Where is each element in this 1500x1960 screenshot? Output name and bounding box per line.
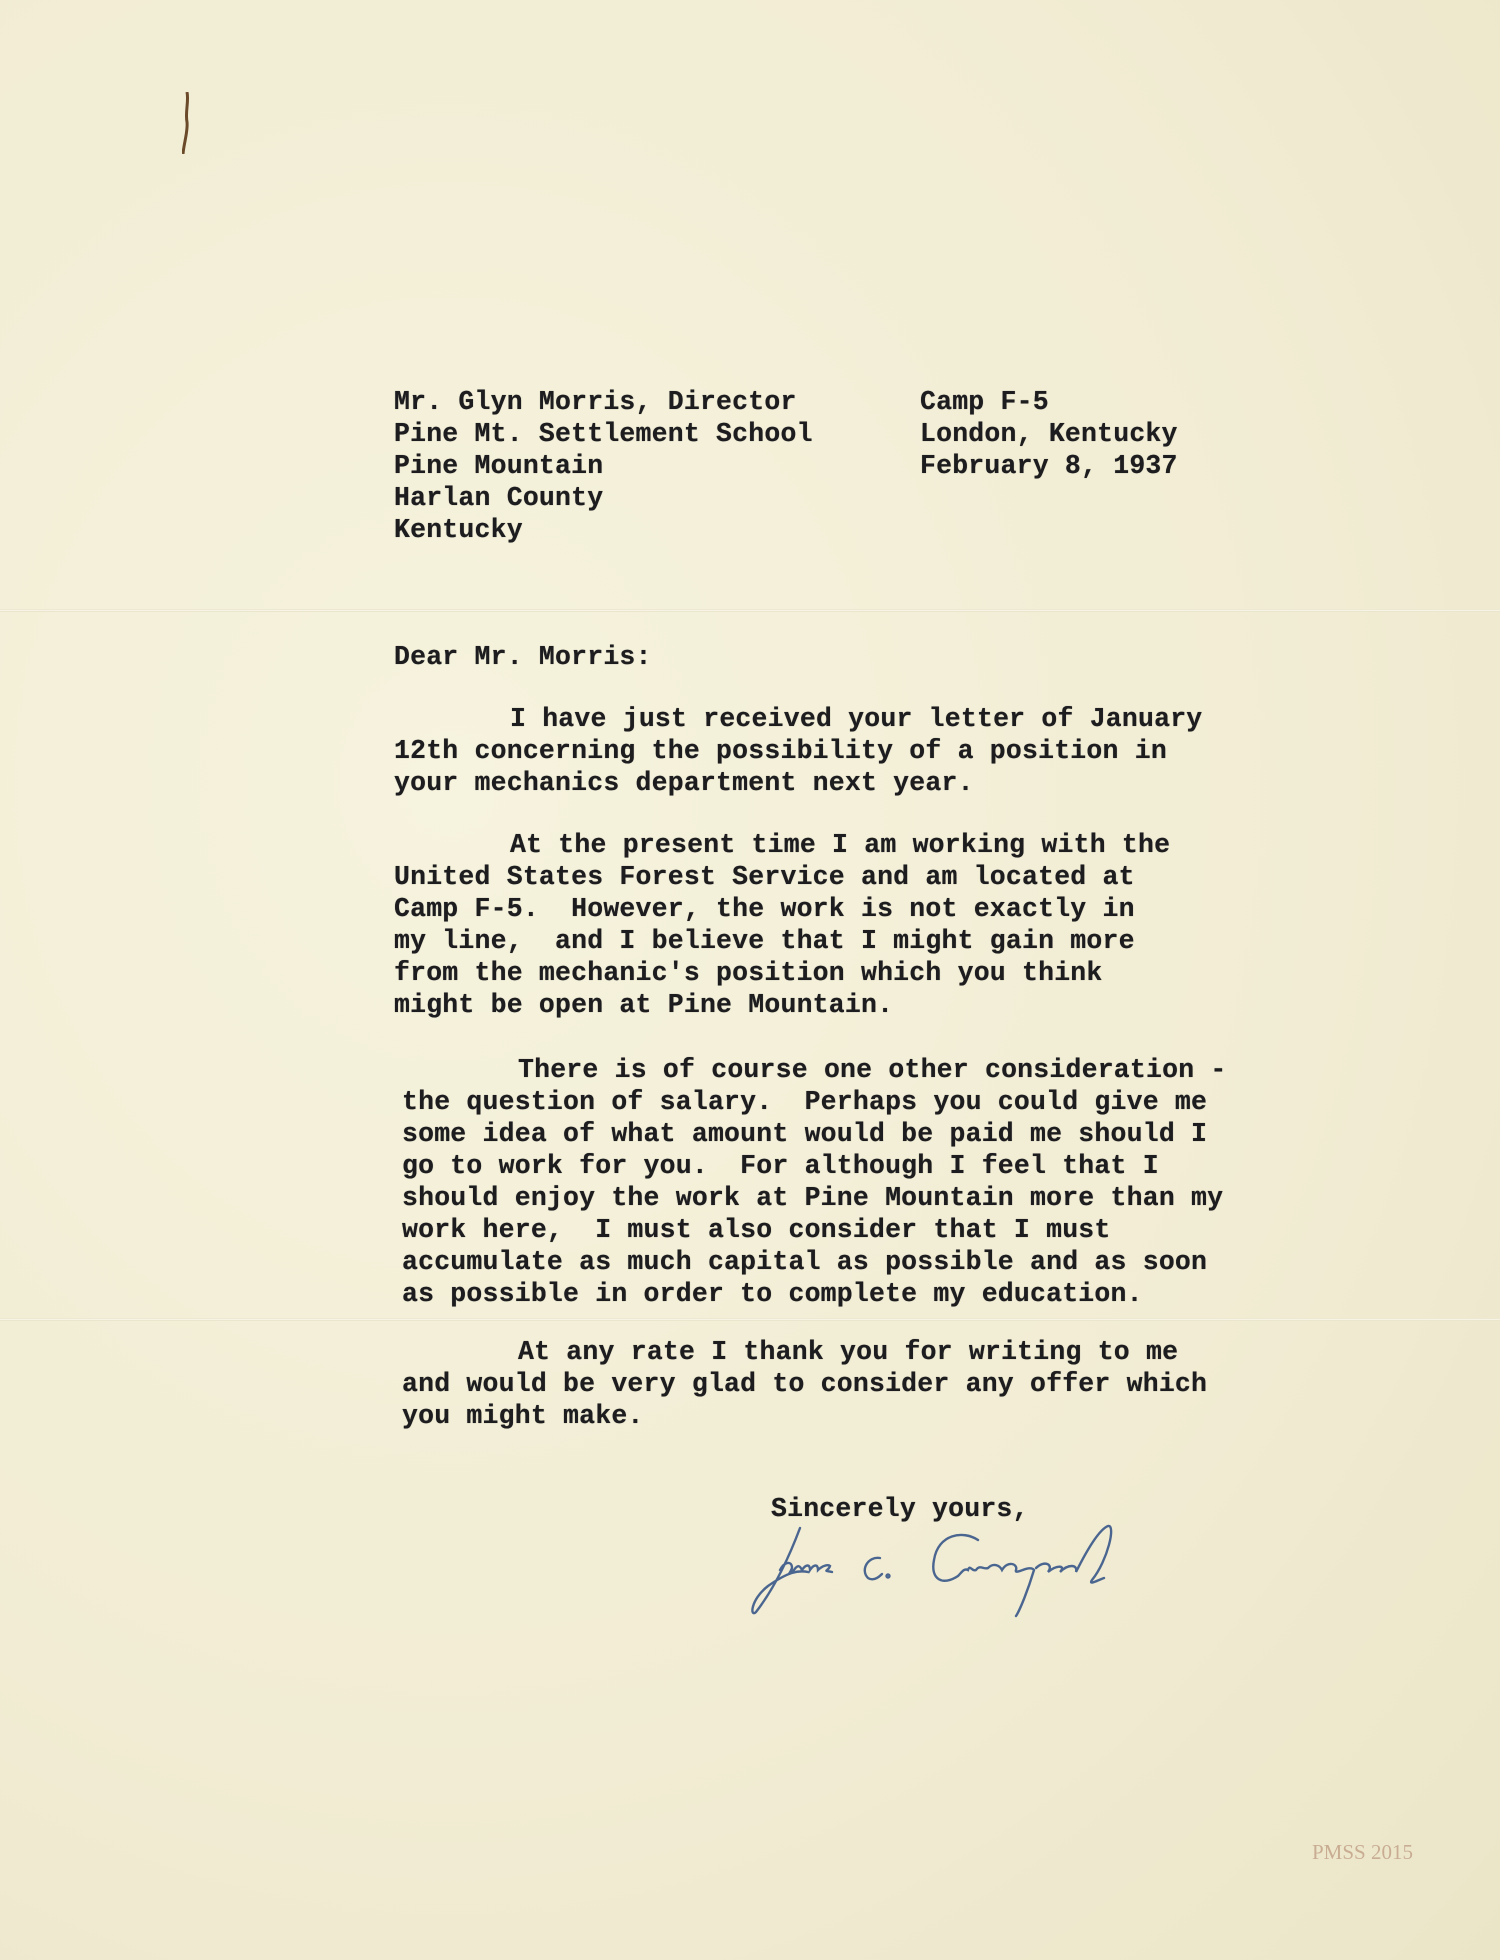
body-line: Camp F-5. However, the work is not exactly in	[394, 894, 1135, 924]
body-line: 12th concerning the possibility of a position in	[394, 736, 1167, 766]
sender-line: London, Kentucky	[920, 419, 1178, 449]
address-line: Pine Mountain	[394, 451, 604, 481]
body-line: go to work for you. For although I feel that I	[402, 1151, 1159, 1181]
archive-watermark: PMSS 2015	[1312, 1840, 1413, 1864]
body-line: should enjoy the work at Pine Mountain more than my	[402, 1183, 1224, 1213]
paragraph-3	[402, 1054, 1227, 1310]
address-line: Kentucky	[394, 515, 523, 545]
body-line: At any rate I thank you for writing to me	[518, 1337, 1179, 1367]
ink-stain	[182, 92, 190, 154]
body-line: some idea of what amount would be paid me should I	[402, 1119, 1208, 1149]
recipient-address	[394, 386, 813, 546]
body-line: There is of course one other consideration -	[518, 1055, 1227, 1085]
body-line: might be open at Pine Mountain.	[394, 990, 894, 1020]
fold-line-bottom	[0, 1318, 1500, 1321]
salutation: Dear Mr. Morris:	[394, 642, 652, 672]
body-line: accumulate as much capital as possible and as soon	[402, 1247, 1208, 1277]
body-line: the question of salary. Perhaps you could give me	[402, 1087, 1208, 1117]
body-line: At the present time I am working with the	[510, 830, 1171, 860]
body-line: from the mechanic's position which you think	[394, 958, 1103, 988]
closing: Sincerely yours,	[771, 1494, 1029, 1524]
date-line: February 8, 1937	[920, 451, 1178, 481]
body-line: work here, I must also consider that I must	[402, 1215, 1111, 1245]
body-line: United States Forest Service and am located at	[394, 862, 1135, 892]
paragraph-2	[394, 829, 1170, 1021]
body-line: your mechanics department next year.	[394, 768, 974, 798]
signature	[748, 1520, 1228, 1620]
fold-line-top	[0, 609, 1500, 612]
paragraph-1	[394, 703, 1202, 799]
body-line: I have just received your letter of January	[510, 704, 1203, 734]
address-line: Pine Mt. Settlement School	[394, 419, 813, 449]
body-line: you might make.	[402, 1401, 644, 1431]
body-line: and would be very glad to consider any offer which	[402, 1369, 1208, 1399]
paragraph-4	[402, 1336, 1207, 1432]
body-line: as possible in order to complete my education.	[402, 1279, 1143, 1309]
sender-address	[920, 386, 1178, 482]
body-line: my line, and I believe that I might gain more	[394, 926, 1135, 956]
address-line: Harlan County	[394, 483, 604, 513]
address-line: Mr. Glyn Morris, Director	[394, 387, 797, 417]
sender-line: Camp F-5	[920, 387, 1049, 417]
